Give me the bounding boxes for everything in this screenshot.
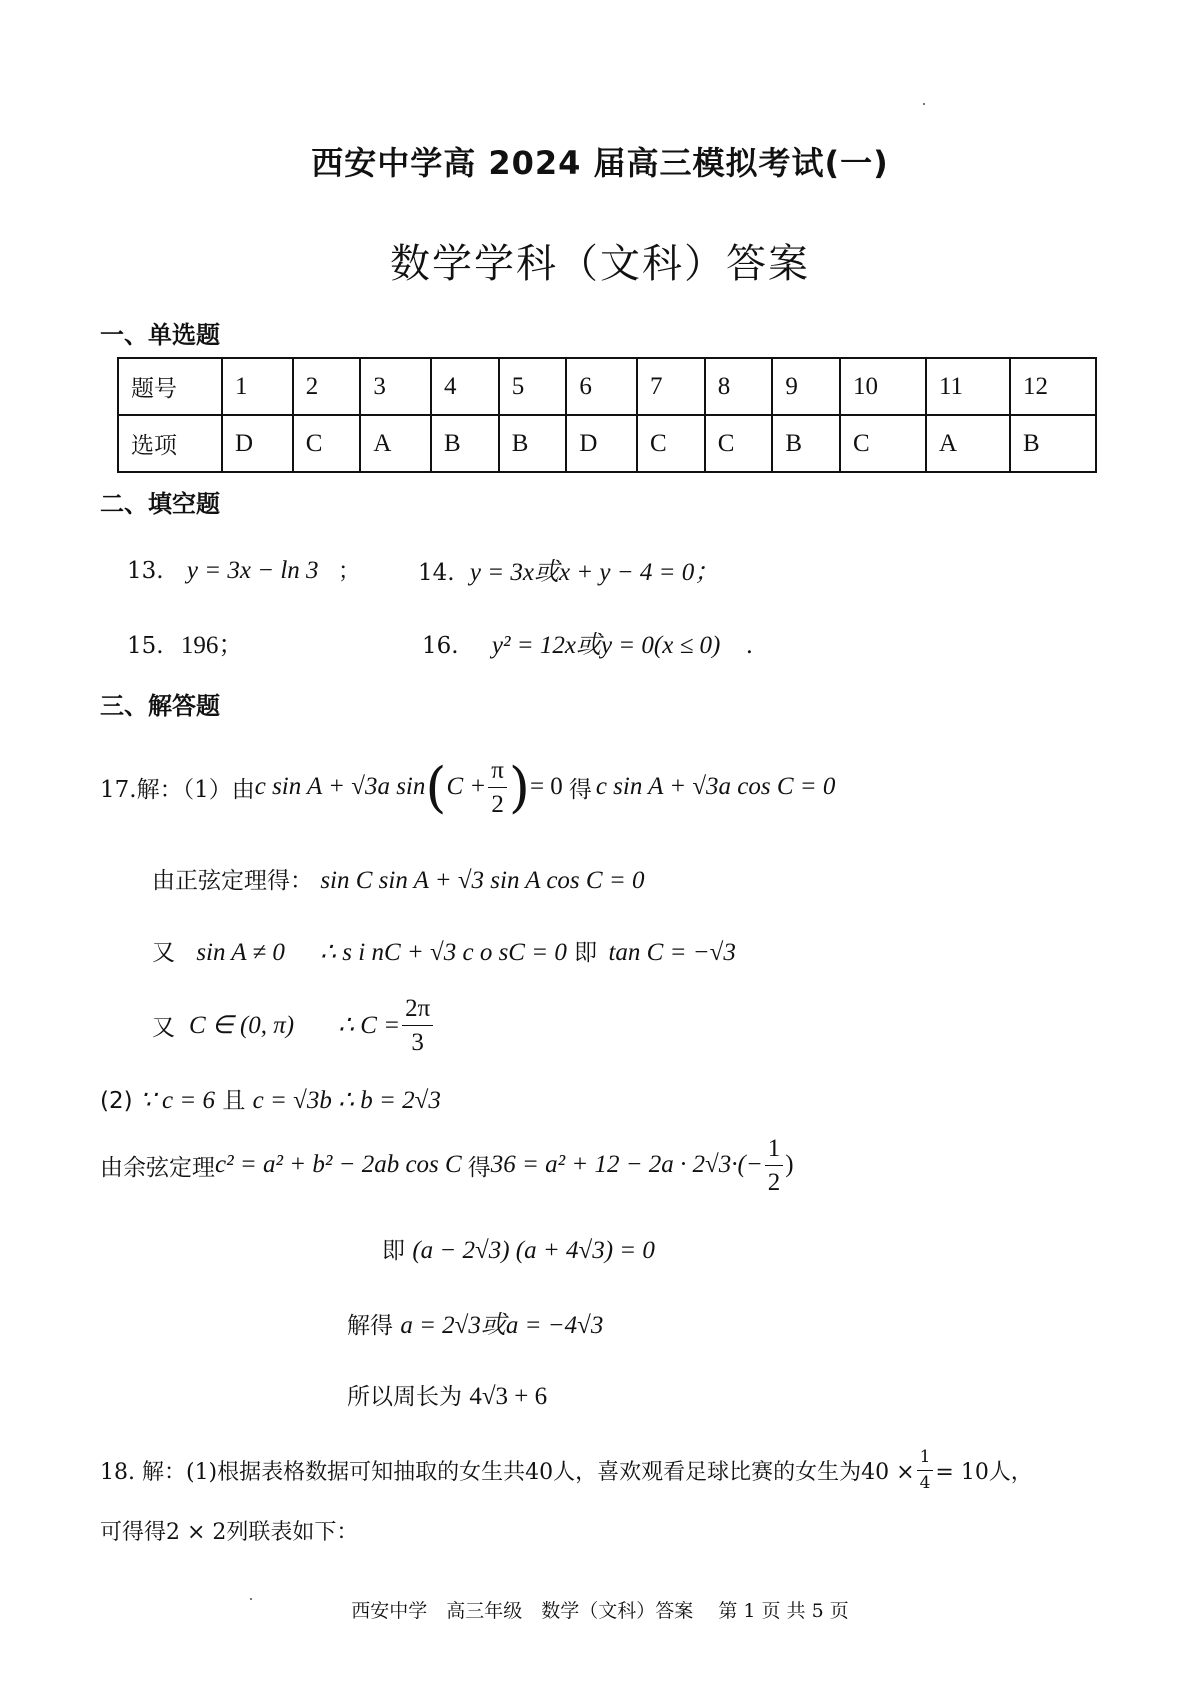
- a-solutions: a = 2√3或a = −4√3: [400, 1312, 604, 1339]
- cosine-substitution: 36 = a² + 12 − 2a · 2√3·(−: [490, 1151, 763, 1178]
- two-pi-over-3: $\frac{2\pi}{3}$: [402, 996, 433, 1055]
- q14-label: 14.: [418, 560, 455, 586]
- q18-intro: 18. 解：(1)根据表格数据可知抽取的女生共40人，喜欢观看足球比赛的女生为40 ×: [100, 1459, 915, 1485]
- q17-line-4: [152, 990, 435, 1060]
- exam-title: 西安中学高 2024 届高三模拟考试(一): [311, 144, 889, 182]
- table-row-choices: [118, 415, 1096, 472]
- namely-label-2: 即: [382, 1238, 405, 1264]
- table-cell-number: 10: [840, 358, 926, 415]
- table-cell-number: 12: [1010, 358, 1096, 415]
- q16-end: .: [745, 633, 754, 659]
- namely-label: 即: [574, 940, 598, 966]
- answer-16: [422, 625, 753, 661]
- cosine-rule-label: 由余弦定理: [100, 1154, 215, 1181]
- table-cell-choice: A: [926, 415, 1010, 472]
- q15-label: 15.: [127, 633, 164, 659]
- table-cell-number: 2: [293, 358, 361, 415]
- close-paren: ): [785, 1151, 794, 1178]
- section-heading-solutions: 三、解答题: [100, 692, 220, 720]
- q17-intro: 17.解：（1）由: [100, 776, 255, 803]
- table-cell-choice: B: [431, 415, 499, 472]
- q17-line-8: [347, 1305, 603, 1341]
- answer-13: [127, 552, 361, 585]
- table-cell-choice: B: [772, 415, 840, 472]
- get-label: 得: [467, 1154, 491, 1181]
- scan-speck: [923, 103, 925, 105]
- q17-given-right: = 0: [529, 773, 563, 800]
- table-cell-number: 6: [566, 358, 637, 415]
- table-cell-choice: A: [360, 415, 431, 472]
- C-equals: ∴ C =: [338, 1012, 401, 1039]
- q17-line-2: [152, 862, 644, 895]
- q13-label: 13.: [127, 558, 164, 584]
- table-cell-choice: C: [840, 415, 926, 472]
- factored-equation: (a − 2√3) (a + 4√3) = 0: [412, 1237, 655, 1264]
- one-half: $\frac{1}{2}$: [765, 1136, 784, 1195]
- part-2-label: (2): [100, 1088, 133, 1114]
- table-cell-number: 4: [431, 358, 499, 415]
- answer-table: [117, 357, 1097, 473]
- and-label: 且: [222, 1088, 246, 1114]
- paren-open: (: [425, 755, 447, 819]
- q17-pi-over-2: $\frac{\pi}{2}$: [488, 758, 507, 817]
- q17-given-inner: C +: [446, 773, 487, 800]
- q15-value: 196；: [180, 632, 244, 659]
- answer-14: [418, 552, 719, 588]
- because-c-6: ∵ c = 6: [139, 1087, 216, 1114]
- q17-line-5: [100, 1082, 441, 1115]
- also-label-2: 又: [152, 1014, 175, 1041]
- q17-result-1: c sin A + √3a cos C = 0: [595, 773, 836, 800]
- table-cell-number: 11: [926, 358, 1010, 415]
- q13-separator: ；: [337, 558, 361, 584]
- q17-line-9: [347, 1378, 547, 1411]
- answer-15: [127, 625, 243, 661]
- section-heading-fill-blank: 二、填空题: [100, 490, 220, 518]
- table-row-numbers: [118, 358, 1096, 415]
- q14-formula: y = 3x或x + y − 4 = 0；: [469, 559, 720, 586]
- q18-table-intro: 可得得2 × 2列联表如下：: [100, 1520, 359, 1545]
- C-interval: C ∈ (0, π): [189, 1012, 295, 1039]
- table-header-number: 题号: [118, 358, 222, 415]
- c-sqrt3b: c = √3b ∴ b = 2√3: [252, 1087, 441, 1114]
- perimeter-value: 4√3 + 6: [469, 1383, 548, 1410]
- table-cell-number: 3: [360, 358, 431, 415]
- solve-label: 解得: [347, 1313, 393, 1339]
- table-cell-choice: C: [705, 415, 773, 472]
- table-cell-choice: C: [637, 415, 705, 472]
- table-cell-choice: B: [499, 415, 567, 472]
- page-footer: 西安中学 高三年级 数学（文科）答案 第 1 页 共 5 页: [351, 1600, 849, 1622]
- q13-formula: y = 3x − ln 3: [186, 557, 319, 584]
- paren-close: ): [508, 755, 530, 819]
- q18-line-2: [100, 1515, 358, 1546]
- table-cell-number: 7: [637, 358, 705, 415]
- table-cell-choice: C: [293, 415, 361, 472]
- therefore-formula: ∴ s i nC + √3 c o sC = 0: [320, 939, 567, 966]
- answer-subtitle: 数学学科（文科）答案: [390, 241, 810, 287]
- perimeter-label: 所以周长为: [347, 1384, 462, 1410]
- q17-line-6: [100, 1130, 794, 1200]
- table-cell-choice: D: [222, 415, 293, 472]
- q16-formula: y² = 12x或y = 0(x ≤ 0): [491, 632, 721, 659]
- table-cell-number: 1: [222, 358, 293, 415]
- tanC-formula: tan C = −√3: [608, 939, 736, 966]
- table-cell-number: 5: [499, 358, 567, 415]
- table-cell-number: 9: [772, 358, 840, 415]
- table-header-choice: 选项: [118, 415, 222, 472]
- section-heading-multiple-choice: 一、单选题: [100, 321, 220, 349]
- table-cell-choice: B: [1010, 415, 1096, 472]
- q17-get: 得: [568, 776, 592, 803]
- q17-given-left: c sin A + √3a sin: [254, 773, 426, 800]
- table-cell-number: 8: [705, 358, 773, 415]
- q18-ten-people: = 10人，: [935, 1459, 1033, 1485]
- sinA-nonzero: sin A ≠ 0: [196, 939, 285, 966]
- sine-rule-label: 由正弦定理得：: [152, 868, 313, 894]
- q16-label: 16.: [422, 633, 459, 659]
- sine-rule-formula: sin C sin A + √3 sin A cos C = 0: [320, 867, 645, 894]
- cosine-rule-formula: c² = a² + b² − 2ab cos C: [215, 1151, 462, 1178]
- table-cell-choice: D: [566, 415, 637, 472]
- q17-line-3: [152, 934, 736, 967]
- q17-line-7: [382, 1232, 655, 1265]
- one-quarter: $\frac{1}{4}$: [917, 1449, 934, 1492]
- also-label: 又: [152, 940, 175, 966]
- q18-line-1: [100, 1440, 1033, 1500]
- q17-line-1: [100, 752, 835, 822]
